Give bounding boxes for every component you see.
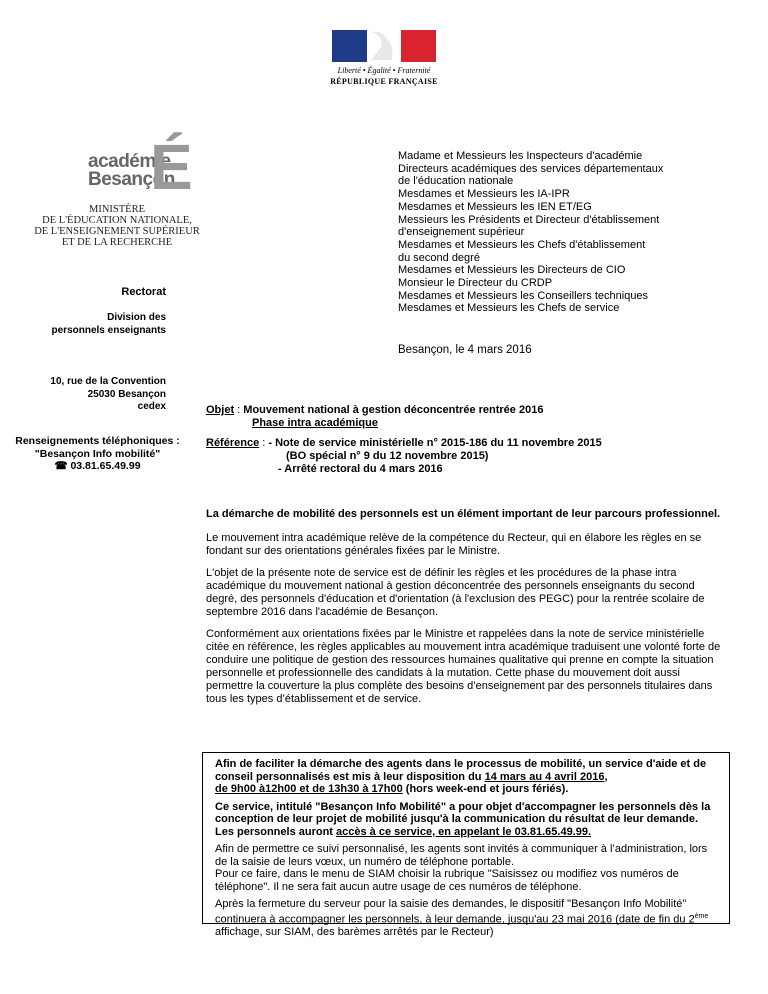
box-text: affichage, sur SIAM, des barèmes arrêtés par le Recteur)	[215, 925, 494, 938]
box-text: ,	[604, 770, 608, 783]
box-text: Afin de faciliter la démarche des agents dans le processus de mobilité, un service d'aide et de conseil personnalisés est mis à leur disposition du	[215, 758, 707, 783]
division-line: Division des	[107, 312, 166, 323]
box-hours: de 9h00 à12h00 et de 13h30 à 17h00	[215, 783, 403, 795]
ministere-line: MINISTÈRE	[89, 204, 145, 215]
academie-line2: Besançon	[88, 169, 175, 190]
box-paragraph-3	[215, 843, 717, 893]
intro-paragraph: La démarche de mobilité des personnels est un élément important de leur parcours professionnel.	[206, 508, 721, 520]
box-text: Après la fermeture du serveur pour la saisie des demandes, le dispositif "Besançon Info Mobilité" continuera à accompagner les personnels, à leur demande, jusqu'au 23 mai 2016 (date de fin du 2	[215, 898, 695, 926]
recipients-list	[398, 150, 738, 315]
division-label	[40, 312, 166, 337]
recipient-line: Messieurs les Présidents et Directeur d'établissement	[398, 213, 660, 226]
phone-info	[0, 435, 195, 473]
recipient-line: Mesdames et Messieurs les Chefs d'établissement	[398, 238, 646, 251]
box-text: Ce service, intitulé "Besançon Info Mobilité" a pour objet d'accompagner les personnels dès la conception de leur projet de mobilité jusqu'à la communication du résultat de leur demande.	[215, 800, 711, 825]
recipient-line: Mesdames et Messieurs les Directeurs de CIO	[398, 264, 626, 277]
address-line: 10, rue de la Convention	[50, 376, 166, 387]
recipient-line: Mesdames et Messieurs les IA-IPR	[398, 188, 570, 201]
academie-line1: académie	[88, 151, 171, 172]
letter-date: Besançon, le 4 mars 2016	[398, 344, 532, 356]
recipient-line: de l'éducation nationale	[398, 175, 514, 188]
info-box	[202, 752, 730, 938]
division-line: personnels enseignants	[51, 324, 166, 336]
marianne-profile-icon	[361, 30, 396, 62]
box-sup: ème	[694, 912, 709, 920]
recipient-line: Mesdames et Messieurs les Conseillers techniques	[398, 289, 649, 302]
recipient-line: d'enseignement supérieur	[398, 226, 525, 239]
ministere-line: DE L'ÉDUCATION NATIONALE,	[42, 215, 192, 226]
phone-number: ☎ 03.81.65.49.99	[54, 460, 141, 472]
paragraph: Conformément aux orientations fixées par le Ministre et rappelées dans la note de service ministérielle citée en référence, les règles applicables au mouvement intra académique traduisent une volonté forte de conduire une politique de gestion des ressources humaines qualitative qui prenne en compte la situation personnelle et professionnelle des candidats à la mutation. Cette phase du mouvement doit aussi permettre la couverture la plus complète des besoins d’enseignement par des personnels titulaires dans tous les types d’établissement et de service.	[206, 628, 721, 705]
objet-section	[206, 404, 746, 430]
ministere-line: DE L'ENSEIGNEMENT SUPÉRIEUR	[34, 226, 200, 237]
address	[40, 376, 166, 414]
objet-line2: Phase intra académique	[252, 417, 378, 429]
reference-sep: :	[259, 437, 269, 449]
reference-section	[206, 437, 746, 476]
academie-logo	[60, 125, 200, 205]
ministere-name	[26, 204, 208, 248]
paragraph: Le mouvement intra académique relève de la compétence du Recteur, qui en élabore les règles en se fondant sur des orientations générales fixées par le Ministre.	[206, 532, 702, 557]
recipient-line: du second degré	[398, 251, 480, 264]
recipient-line: Monsieur le Directeur du CRDP	[398, 277, 553, 290]
reference-line2: (BO spécial n° 9 du 12 novembre 2015)	[286, 450, 489, 462]
objet-sep: :	[234, 404, 244, 416]
phone-info-line: "Besançon Info mobilité"	[34, 447, 161, 460]
republique-motto: Liberté • Égalité • Fraternité	[337, 66, 431, 75]
address-line: 25030 Besançon	[87, 388, 166, 400]
republique-logo	[324, 30, 444, 92]
box-text: Les personnels auront	[215, 825, 337, 838]
rectorat-label: Rectorat	[121, 286, 166, 298]
recipient-line: Mesdames et Messieurs les Chefs de service	[398, 302, 620, 315]
box-text: (hors week-end et jours fériés).	[402, 783, 569, 795]
box-paragraph-1	[215, 758, 717, 796]
address-line: cedex	[137, 401, 166, 412]
ministere-line: ET DE LA RECHERCHE	[61, 237, 173, 248]
marianne-flag-icon	[332, 30, 436, 62]
reference-label: Référence	[206, 437, 260, 449]
box-phone-access: accès à ce service, en appelant le 03.81.65.49.99.	[336, 825, 592, 838]
phone-info-line: Renseignements téléphoniques :	[15, 435, 180, 447]
box-text: Afin de permettre ce suivi personnalisé, les agents sont invités à communiquer à l’administration, lors de la saisie de leurs vœux, un numéro de téléphone portable.	[215, 843, 708, 868]
box-paragraph-4	[215, 898, 717, 938]
reference-line1: - Note de service ministérielle n° 2015-186 du 11 novembre 2015	[268, 437, 602, 449]
box-dates: 14 mars au 4 avril 2016	[484, 770, 605, 783]
recipient-line: Madame et Messieurs les Inspecteurs d'académie	[398, 150, 643, 162]
body-text	[206, 508, 728, 715]
republique-name: RÉPUBLIQUE FRANÇAISE	[330, 77, 438, 86]
box-paragraph-2	[215, 801, 717, 839]
recipient-line: Directeurs académiques des services départementaux	[398, 162, 664, 175]
recipient-line: Mesdames et Messieurs les IEN ET/EG	[398, 200, 592, 213]
paragraph: L'objet de la présente note de service est de définir les règles et les procédures de la phase intra académique du mouvement national à gestion déconcentrée des personnels enseignants du second degré, des personnels d'éducation et d'orientation (à l'exclusion des PEGC) pour la rentrée scolaire de septembre 2016 dans l'académie de Besançon.	[206, 567, 705, 618]
box-text: Pour ce faire, dans le menu de SIAM choisir la rubrique "Saisissez ou modifiez vos numéros de téléphone". Il ne sera fait aucun autre usage de ces numéros de téléphone.	[215, 868, 679, 893]
objet-label: Objet	[206, 404, 235, 416]
reference-line3: - Arrêté rectoral du 4 mars 2016	[278, 463, 443, 475]
objet-line1: Mouvement national à gestion déconcentrée rentrée 2016	[243, 404, 544, 416]
academie-letter-icon: É	[150, 131, 193, 203]
